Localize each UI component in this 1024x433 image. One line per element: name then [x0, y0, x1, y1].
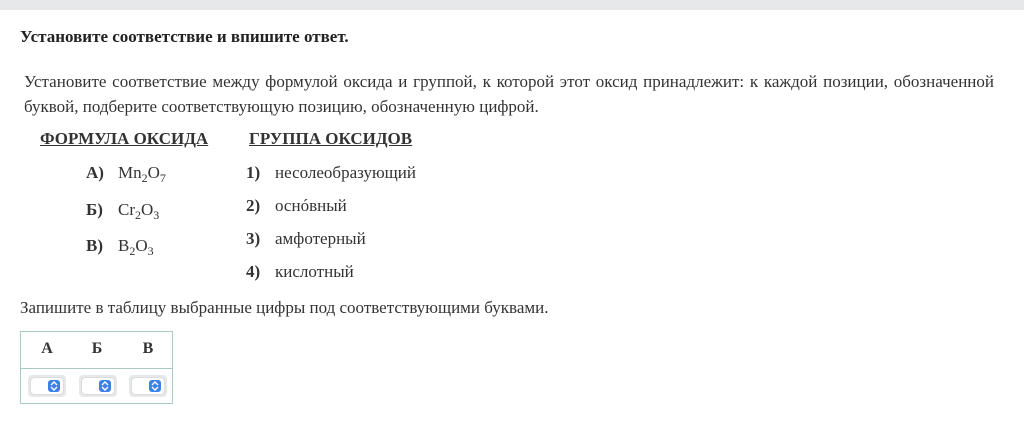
column-letter-a: А: [41, 340, 53, 357]
answer-table: [20, 331, 173, 404]
oxide-group-item: [246, 262, 354, 282]
formula-label: Б): [86, 200, 103, 219]
formula-item: [86, 163, 166, 183]
group-text: амфотерный: [275, 229, 366, 248]
oxide-group-item: [246, 163, 416, 183]
formula-text: $Mn_2O_7$: [118, 163, 166, 185]
answer-instruction: Запишите в таблицу выбранные цифры под соответствующими буквами.: [20, 298, 549, 317]
group-text: оснóвный: [275, 196, 347, 215]
group-number: 3): [246, 229, 261, 248]
formula-label: В): [86, 236, 103, 255]
formula-text: $B_2O_3$: [118, 236, 154, 258]
select-stepper-icon: [99, 380, 111, 392]
group-number: 1): [246, 163, 261, 182]
group-text: несолеобразующий: [275, 163, 416, 182]
answer-select-a[interactable]: [28, 375, 66, 397]
task-description: Установите соответствие между формулой оксида и группой, к которой этот оксид принадлежит: к каждой позиции, обозначенной буквой, подберите соответствующую позицию, обозначенную цифрой.: [24, 72, 994, 116]
formula-text: $Cr_2O_3$: [118, 200, 160, 222]
select-stepper-icon: [48, 380, 60, 392]
formula-item: [86, 200, 159, 220]
left-column-header: ФОРМУЛА ОКСИДА: [40, 129, 209, 148]
group-number: 4): [246, 262, 261, 281]
column-letter-v: В: [142, 340, 154, 357]
group-text: кислотный: [275, 262, 354, 281]
task-heading: Установите соответствие и впишите ответ.: [20, 27, 349, 46]
answer-select-v[interactable]: [129, 375, 167, 397]
column-letter-b: Б: [91, 340, 103, 357]
right-column-header: ГРУППА ОКСИДОВ: [249, 129, 413, 148]
select-stepper-icon: [149, 380, 161, 392]
group-number: 2): [246, 196, 261, 215]
formula-item: [86, 236, 154, 256]
oxide-group-item: [246, 229, 366, 249]
oxide-group-item: [246, 196, 347, 216]
formula-label: А): [86, 163, 104, 182]
answer-table-header: [21, 332, 172, 369]
top-bar: [0, 0, 1024, 10]
answer-select-b[interactable]: [79, 375, 117, 397]
